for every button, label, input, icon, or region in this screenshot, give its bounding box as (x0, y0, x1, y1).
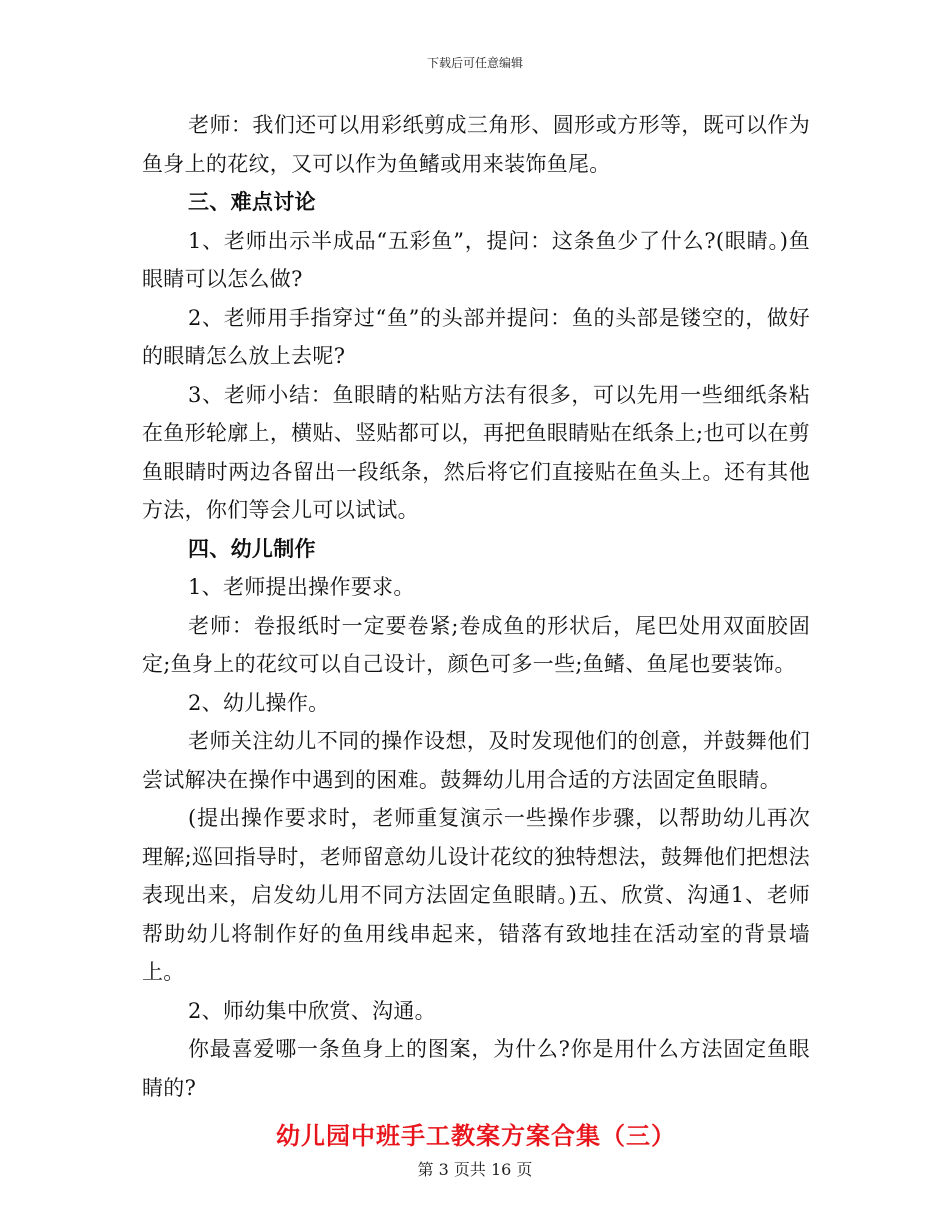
paragraph: 老师关注幼儿不同的操作设想，及时发现他们的创意，并鼓舞他们尝试解决在操作中遇到的困难。鼓舞幼儿用合适的方法固定鱼眼睛。 (142, 729, 810, 792)
document-body (142, 106, 810, 1155)
page-header: 下载后可任意编辑 (426, 56, 523, 70)
paragraph: 老师：我们还可以用彩纸剪成三角形、圆形或方形等，既可以作为鱼身上的花纹，又可以作为鱼鳍或用来装饰鱼尾。 (142, 113, 810, 176)
paragraph: 老师：卷报纸时一定要卷紧;卷成鱼的形状后，尾巴处用双面胶固定;鱼身上的花纹可以自己设计，颜色可多一些;鱼鳍、鱼尾也要装饰。 (142, 613, 810, 676)
paragraph: 3、老师小结：鱼眼睛的粘贴方法有很多，可以先用一些细纸条粘在鱼形轮廓上，横贴、竖贴都可以，再把鱼眼睛贴在纸条上;也可以在剪鱼眼睛时两边各留出一段纸条，然后将它们直接贴在鱼头上。还有其他方法，你们等会儿可以试试。 (142, 382, 810, 522)
page-footer: 第 3 页共 16 页 (417, 1160, 533, 1179)
paragraph: 2、师幼集中欣赏、沟通。 (188, 998, 436, 1023)
paragraph: 1、老师提出操作要求。 (188, 575, 415, 599)
paragraph: 2、幼儿操作。 (188, 690, 330, 715)
paragraph: 1、老师出示半成品“五彩鱼”，提问：这条鱼少了什么?(眼睛。)鱼眼睛可以怎么做? (142, 228, 810, 291)
section-heading: 四、幼儿制作 (188, 535, 316, 561)
document-section-title: 幼儿园中班手工教案方案合集（三） (276, 1121, 676, 1150)
section-heading: 三、难点讨论 (188, 189, 316, 214)
paragraph: 你最喜爱哪一条鱼身上的图案，为什么?你是用什么方法固定鱼眼睛的? (142, 1037, 810, 1100)
paragraph: (提出操作要求时，老师重复演示一些操作步骤，以帮助幼儿再次理解;巡回指导时，老师留意幼儿设计花纹的独特想法，鼓舞他们把想法表现出来，启发幼儿用不同方法固定鱼眼睛。)五、欣赏、沟通1、老师帮助幼儿将制作好的鱼用线串起来，错落有致地挂在活动室的背景墙上。 (142, 806, 810, 984)
paragraph: 2、老师用手指穿过“鱼”的头部并提问：鱼的头部是镂空的，做好的眼睛怎么放上去呢? (142, 305, 810, 368)
